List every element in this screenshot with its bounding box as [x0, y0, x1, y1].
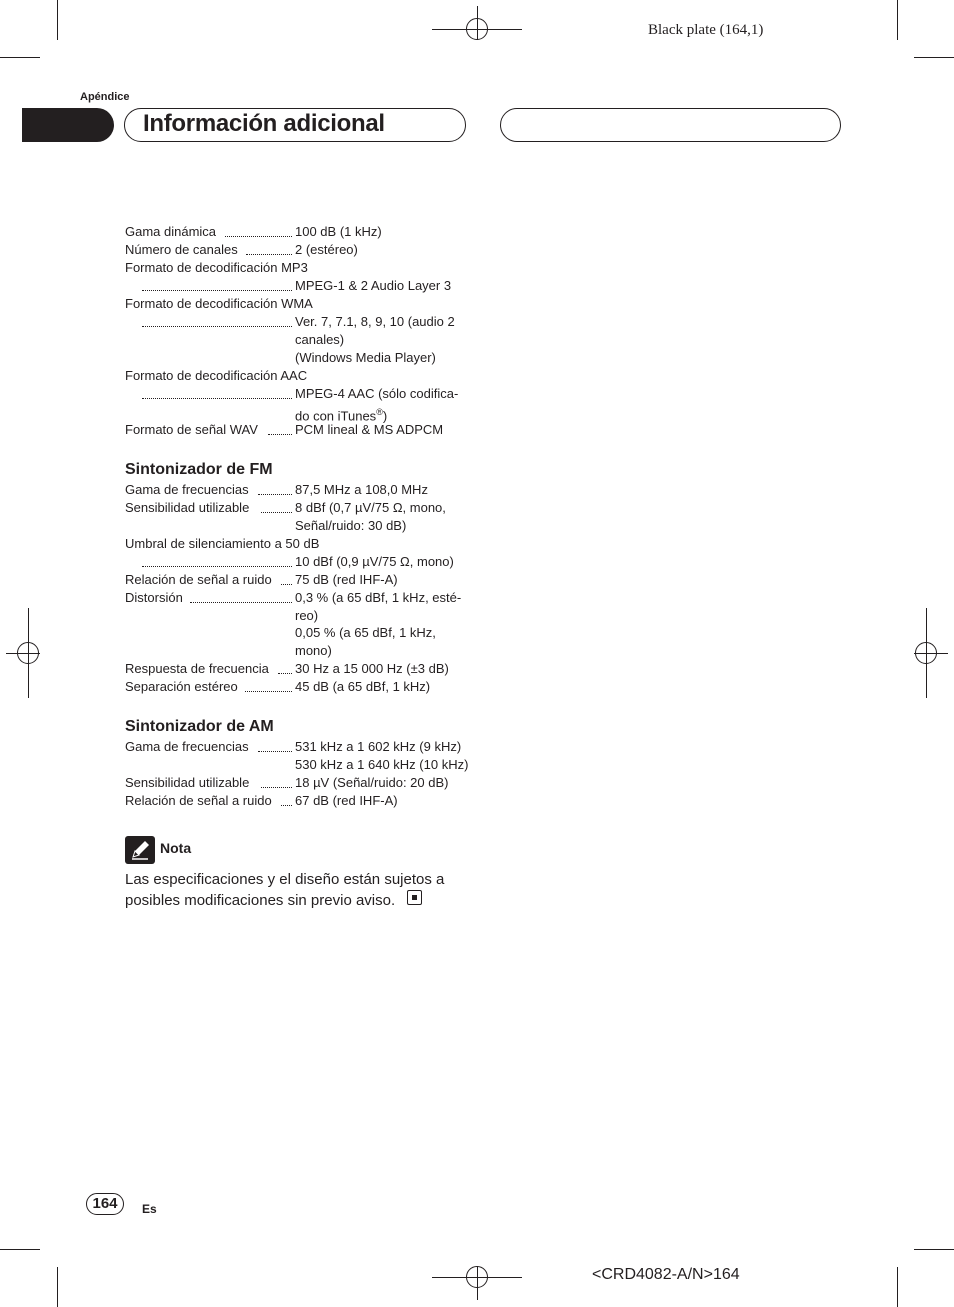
spec-value: MPEG-4 AAC (sólo codifica-: [295, 386, 459, 401]
spec-value: 30 Hz a 15 000 Hz (±3 dB): [295, 661, 449, 676]
dot-leader: [142, 288, 292, 291]
registration-mark: [915, 642, 937, 664]
crop-mark: [897, 0, 898, 40]
end-of-section-icon: [407, 890, 422, 905]
spec-label: Gama de frecuencias: [125, 482, 249, 497]
spec-value: 67 dB (red IHF-A): [295, 793, 398, 808]
spec-value: 45 dB (a 65 dBf, 1 kHz): [295, 679, 431, 694]
crop-mark: [57, 1267, 58, 1307]
section-heading-am: Sintonizador de AM: [125, 718, 274, 735]
section-label: Apéndice: [80, 91, 130, 103]
dot-leader: [258, 749, 292, 752]
dot-leader: [261, 785, 292, 788]
page-number: 164: [86, 1193, 124, 1215]
registered-mark: ®: [376, 407, 383, 417]
registration-mark: [466, 18, 488, 40]
dot-leader: [246, 252, 292, 255]
note-label: Nota: [160, 840, 192, 856]
closing-paren: ): [382, 408, 388, 424]
crop-mark: [0, 1249, 40, 1250]
spec-value: 531 kHz a 1 602 kHz (9 kHz): [295, 739, 462, 754]
dot-leader: [225, 234, 292, 237]
crop-mark: [0, 57, 40, 58]
dot-leader: [142, 564, 292, 567]
spec-value: 530 kHz a 1 640 kHz (10 kHz): [295, 757, 469, 772]
spec-label: Respuesta de frecuencia: [125, 661, 269, 676]
dot-leader: [281, 582, 292, 585]
spec-value: PCM lineal & MS ADPCM: [295, 422, 444, 437]
dot-leader: [281, 803, 292, 806]
section-tab: [22, 108, 114, 142]
spec-value: mono): [295, 643, 332, 658]
dot-leader: [142, 324, 292, 327]
dot-leader: [261, 510, 292, 513]
spec-value: Señal/ruido: 30 dB): [295, 518, 407, 533]
spec-value: 8 dBf (0,7 µV/75 Ω, mono,: [295, 500, 446, 515]
spec-value: reo): [295, 608, 319, 623]
dot-leader: [258, 492, 292, 495]
spec-label: Separación estéreo: [125, 679, 238, 694]
plate-label: Black plate (164,1): [648, 22, 764, 38]
dot-leader: [278, 671, 292, 674]
spec-value: Ver. 7, 7.1, 8, 9, 10 (audio 2: [295, 314, 455, 329]
registration-mark: [466, 1266, 488, 1288]
spec-value: do con iTunes: [295, 408, 377, 424]
dot-leader: [268, 432, 292, 435]
right-title-frame: [500, 108, 841, 142]
spec-value: MPEG-1 & 2 Audio Layer 3: [295, 278, 452, 293]
spec-label: Relación de señal a ruido: [125, 572, 272, 587]
spec-value: 100 dB (1 kHz): [295, 224, 382, 239]
spec-label: Distorsión: [125, 590, 183, 605]
spec-value: 0,3 % (a 65 dBf, 1 kHz, esté-: [295, 590, 462, 605]
dot-leader: [142, 396, 292, 399]
spec-label: Formato de decodificación MP3: [125, 260, 308, 275]
spec-value: 18 µV (Señal/ruido: 20 dB): [295, 775, 449, 790]
pencil-note-icon: [125, 836, 155, 864]
crop-mark: [57, 0, 58, 40]
spec-label: Sensibilidad utilizable: [125, 500, 250, 515]
spec-label: Gama de frecuencias: [125, 739, 249, 754]
crop-mark: [914, 1249, 954, 1250]
spec-label: Formato de señal WAV: [125, 422, 258, 437]
spec-label: Relación de señal a ruido: [125, 793, 272, 808]
crop-mark: [897, 1267, 898, 1307]
spec-value: 2 (estéreo): [295, 242, 358, 257]
note-text-line: posibles modificaciones sin previo aviso.: [125, 892, 396, 909]
document-code: <CRD4082-A/N>164: [592, 1266, 740, 1283]
section-heading-fm: Sintonizador de FM: [125, 461, 273, 478]
crop-mark: [914, 57, 954, 58]
spec-label: Gama dinámica: [125, 224, 217, 239]
spec-value: 87,5 MHz a 108,0 MHz: [295, 482, 428, 497]
spec-label: Formato de decodificación AAC: [125, 368, 308, 383]
spec-value: canales): [295, 332, 345, 347]
spec-value: 75 dB (red IHF-A): [295, 572, 398, 587]
spec-label: Sensibilidad utilizable: [125, 775, 250, 790]
spec-value: 0,05 % (a 65 dBf, 1 kHz,: [295, 625, 436, 640]
dot-leader: [190, 600, 292, 603]
spec-label: Umbral de silenciamiento a 50 dB: [125, 536, 320, 551]
spec-value: (Windows Media Player): [295, 350, 436, 365]
spec-label: Formato de decodificación WMA: [125, 296, 313, 311]
registration-mark: [17, 642, 39, 664]
page-title: Información adicional: [143, 110, 385, 137]
language-code: Es: [142, 1202, 157, 1216]
note-text-line: Las especificaciones y el diseño están sujetos a: [125, 871, 445, 888]
spec-value: 10 dBf (0,9 µV/75 Ω, mono): [295, 554, 454, 569]
dot-leader: [245, 689, 292, 692]
spec-label: Número de canales: [125, 242, 238, 257]
